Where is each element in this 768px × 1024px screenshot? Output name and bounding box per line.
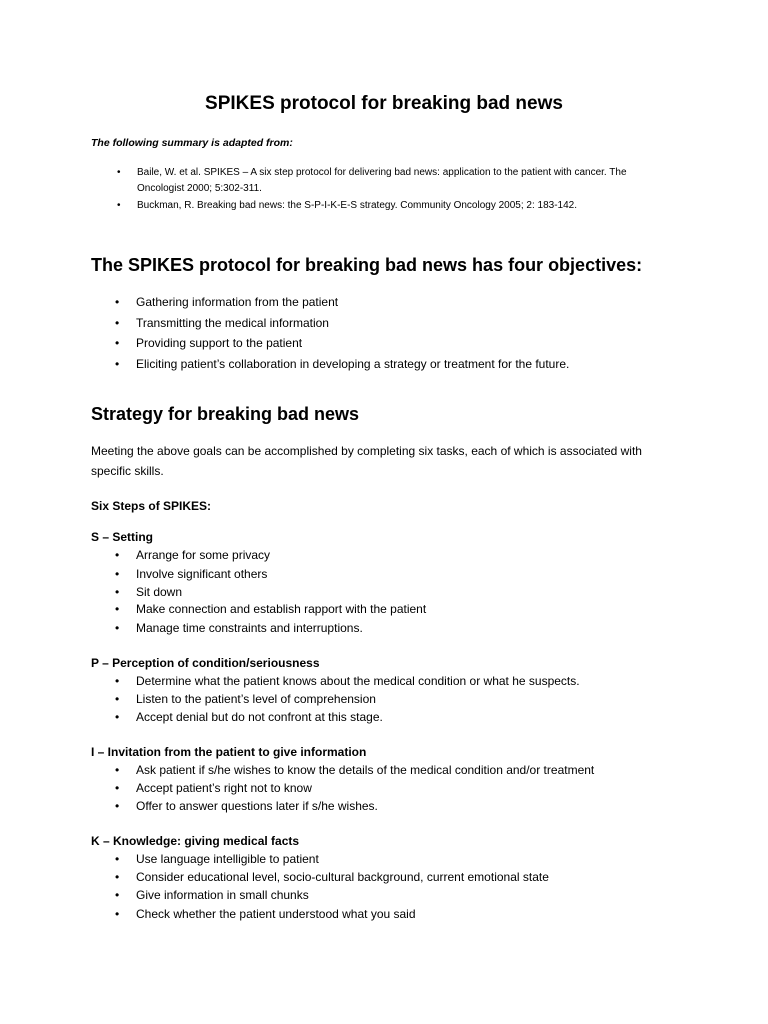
bullet-icon: • — [117, 167, 121, 178]
objectives-heading: The SPIKES protocol for breaking bad news has four objectives: — [91, 255, 643, 275]
bullet-icon: • — [115, 567, 120, 581]
bullet-icon: • — [115, 316, 120, 330]
bullet-icon: • — [117, 200, 121, 211]
step-heading-k: K – Knowledge: giving medical facts — [91, 834, 300, 848]
bullet-icon: • — [115, 710, 120, 724]
step-heading-s: S – Setting — [91, 530, 154, 544]
reference-item — [91, 198, 661, 214]
bullet-icon: • — [115, 852, 120, 866]
reference-text: Buckman, R. Breaking bad news: the S-P-I-K-E-S strategy. Community Oncology 2005; 2: 183-142. — [137, 200, 578, 211]
bullet-icon: • — [115, 602, 120, 616]
bullet-icon: • — [115, 585, 120, 599]
reference-item — [91, 165, 661, 197]
bullet-icon: • — [115, 907, 120, 921]
step-heading-p: P – Perception of condition/seriousness — [91, 656, 320, 670]
step-heading-i: I – Invitation from the patient to give information — [91, 745, 367, 759]
bullet-icon: • — [115, 621, 120, 635]
six-steps-label: Six Steps of SPIKES: — [91, 499, 212, 513]
bullet-icon: • — [115, 692, 120, 706]
bullet-icon: • — [115, 781, 120, 795]
bullet-icon: • — [115, 336, 120, 350]
reference-text: Baile, W. et al. SPIKES – A six step protocol for delivering bad news: application to the patient with cancer. The Oncologist 2000; 5:302-311. — [137, 167, 627, 194]
document-title: SPIKES protocol for breaking bad news — [205, 93, 563, 114]
bullet-icon: • — [115, 295, 120, 309]
document-page: SPIKES protocol for breaking bad news The following summary is adapted from: • Baile, W. et al. SPIKES – A six step protocol for delivering bad news: application to the patient with cancer. The Oncologist 2000; 5:302-311. • Buckman, R. Breaking bad news: the S-P-I-K-E-S strategy. Community Oncology 2005; 2: 183-142. The SPIKES protocol for breaking bad news has four objectives: • Gathering information from the patient • Transmitting the medical information • Providing support to the patient • Eliciting patient’s collaboration in developing a strategy or treatment for the future. Strategy for breaking bad news Meeting the above goals can be accomplished by completing six tasks, each of which is associated with specific skills. Six Steps of SPIKES: S – Setting • Arrange for some privacy • Involve significant others • Sit down • Make connection and establish rapport with the patient • Manage time constraints and interruptions. P – Perception of condition/seriousness • Determine what the patient knows about the medical condition or what he suspects. • Listen to the patient’s level of comprehension • Accept denial but do not confront at this stage. I – Invitation from the patient to give information • Ask patient if s/he wishes to know the details of the medical condition and/or treatment • Accept patient’s right not to know • Offer to answer questions later if s/he wishes. K – Knowledge: giving medical facts • Use language intelligible to patient • Consider educational level, socio-cultural background, current emotional state • Give information in small chunks • Check whether the patient understood what you said — [0, 0, 768, 1024]
bullet-icon: • — [115, 888, 120, 902]
bullet-icon: • — [115, 548, 120, 562]
bullet-icon: • — [115, 674, 120, 688]
bullet-icon: • — [115, 763, 120, 777]
bullet-icon: • — [115, 357, 120, 371]
bullet-icon: • — [115, 799, 120, 813]
strategy-heading: Strategy for breaking bad news — [91, 404, 360, 424]
bullet-icon: • — [115, 870, 120, 884]
adapted-from-note: The following summary is adapted from: — [91, 137, 293, 149]
strategy-intro: Meeting the above goals can be accomplished by completing six tasks, each of which is associated with specific skills. — [91, 444, 642, 478]
